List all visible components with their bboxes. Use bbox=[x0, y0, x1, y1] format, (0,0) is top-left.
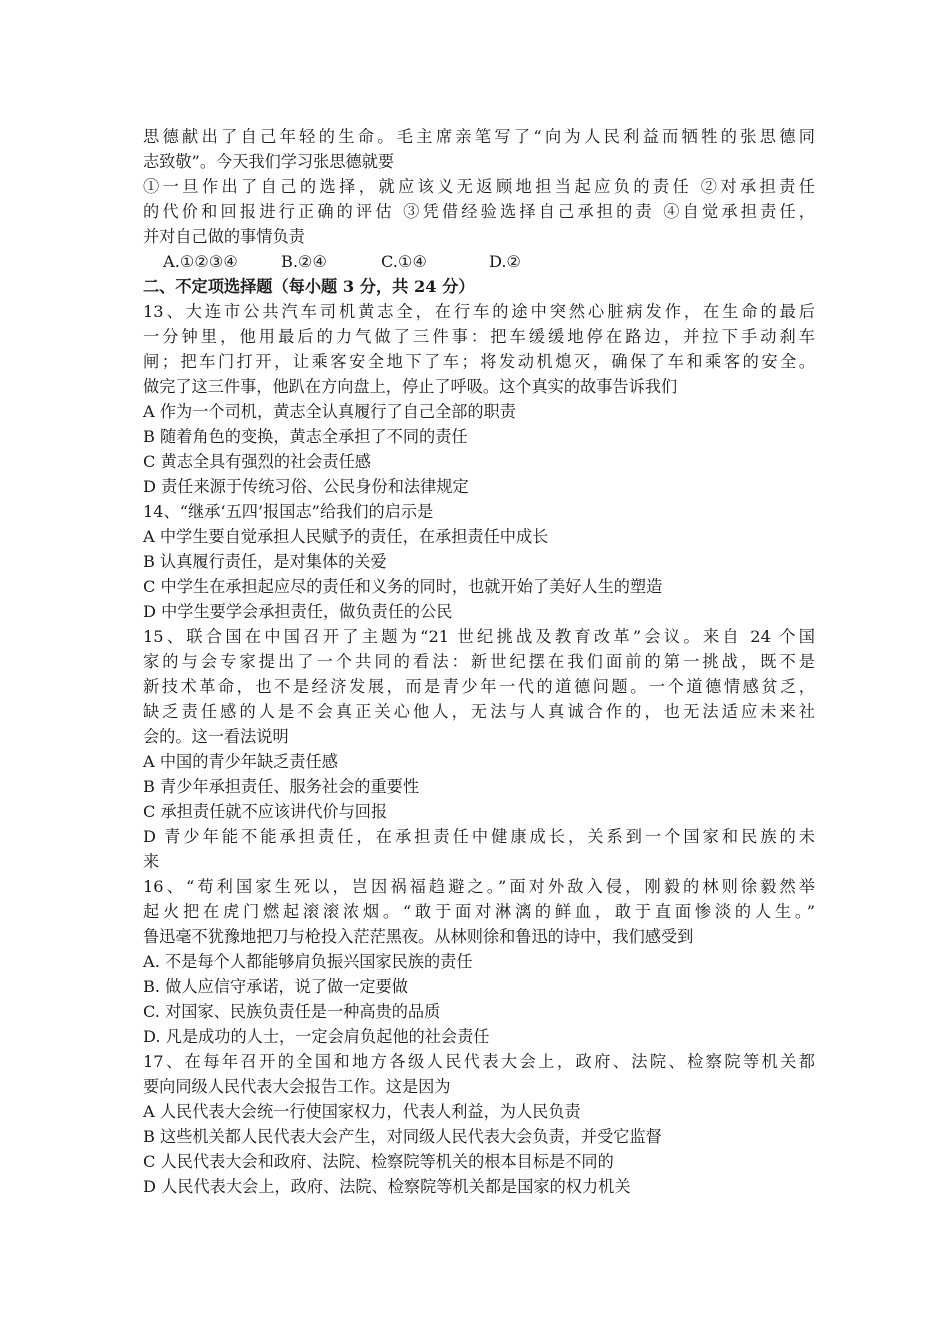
question-text-line: 缺乏责任感的人是不会真正关心他人，无法与人真诚合作的，也无法适应未来社 bbox=[143, 702, 815, 721]
question-text-line: 闸；把车门打开，让乘客安全地下了车；将发动机熄灭，确保了车和乘客的安全。 bbox=[143, 352, 815, 371]
question-13 bbox=[143, 299, 815, 499]
answer-option: A.①②③④ bbox=[163, 252, 238, 271]
answer-option: B 随着角色的变换，黄志全承担了不同的责任 bbox=[143, 427, 468, 446]
answer-option: A 中学生要自觉承担人民赋予的责任，在承担责任中成长 bbox=[143, 527, 549, 546]
question-text-line: 做完了这三件事，他趴在方向盘上，停止了呼吸。这个真实的故事告诉我们 bbox=[143, 377, 678, 396]
question-text-line: 会的。这一看法说明 bbox=[143, 727, 289, 746]
question-15 bbox=[143, 624, 815, 874]
answer-option: D 青少年能不能承担责任，在承担责任中健康成长，关系到一个国家和民族的未 bbox=[143, 827, 815, 846]
answer-option: D. 凡是成功的人士，一定会肩负起他的社会责任 bbox=[143, 1027, 490, 1046]
question-17 bbox=[143, 1049, 815, 1199]
answer-option: A 人民代表大会统一行使国家权力，代表人利益，为人民负责 bbox=[143, 1102, 581, 1121]
question-text-line: 并对自己做的事情负责 bbox=[143, 227, 305, 246]
question-text-line: ①一旦作出了自己的选择，就应该义无返顾地担当起应负的责任 ②对承担责任 bbox=[143, 177, 815, 196]
answer-option: C 人民代表大会和政府、法院、检察院等机关的根本目标是不同的 bbox=[143, 1152, 614, 1171]
question-text-line: 15、联合国在中国召开了主题为“21 世纪挑战及教育改革”会议。来自 24 个国 bbox=[143, 627, 815, 646]
answer-option: C 承担责任就不应该讲代价与回报 bbox=[143, 802, 388, 821]
question-text-line: 鲁迅毫不犹豫地把刀与枪投入茫茫黑夜。从林则徐和鲁迅的诗中，我们感受到 bbox=[143, 927, 694, 946]
section-heading: 二、不定项选择题（每小题 3 分，共 24 分） bbox=[143, 277, 475, 296]
question-text-line: 起火把在虎门燃起滚滚浓烟。“敢于面对淋漓的鲜血，敢于直面惨淡的人生。” bbox=[143, 902, 815, 921]
question-16 bbox=[143, 874, 815, 1049]
question-text-line: 新技术革命，也不是经济发展，而是青少年一代的道德问题。一个道德情感贫乏， bbox=[143, 677, 815, 696]
question-text-line: 13、大连市公共汽车司机黄志全，在行车的途中突然心脏病发作，在生命的最后 bbox=[143, 302, 815, 321]
answer-option: B 认真履行责任，是对集体的关爱 bbox=[143, 552, 387, 571]
answer-option: B 这些机关都人民代表大会产生，对同级人民代表大会负责，并受它监督 bbox=[143, 1127, 662, 1146]
question-text-line: 的代价和回报进行正确的评估 ③凭借经验选择自己承担的责 ④自觉承担责任， bbox=[143, 202, 815, 221]
question-text-line: 要向同级人民代表大会报告工作。这是因为 bbox=[143, 1077, 451, 1096]
answer-option: C.①④ bbox=[381, 252, 427, 271]
answer-option: A. 不是每个人都能够肩负振兴国家民族的责任 bbox=[143, 952, 473, 971]
question-text-line: 14、“继承‘五四’报国志”给我们的启示是 bbox=[143, 502, 434, 521]
answer-option: B 青少年承担责任、服务社会的重要性 bbox=[143, 777, 420, 796]
answer-option: B.②④ bbox=[281, 252, 328, 271]
question-text-line: 一分钟里，他用最后的力气做了三件事：把车缓缓地停在路边，并拉下手动刹车 bbox=[143, 327, 815, 346]
answer-option: C. 对国家、民族负责任是一种高贵的品质 bbox=[143, 1002, 441, 1021]
question-14 bbox=[143, 499, 815, 624]
answer-option: D.② bbox=[489, 252, 522, 271]
answer-options-row bbox=[143, 249, 815, 274]
document-body bbox=[143, 124, 815, 1199]
answer-option: A 作为一个司机，黄志全认真履行了自己全部的职责 bbox=[143, 402, 516, 421]
question-text-line: 16、“苟利国家生死以，岂因祸福趋避之。”面对外敌入侵，刚毅的林则徐毅然举 bbox=[143, 877, 815, 896]
answer-option: A 中国的青少年缺乏责任感 bbox=[143, 752, 338, 771]
answer-option: C 中学生在承担起应尽的责任和义务的同时，也就开始了美好人生的塑造 bbox=[143, 577, 663, 596]
answer-option: B. 做人应信守承诺，说了做一定要做 bbox=[143, 977, 408, 996]
answer-option: C 黄志全具有强烈的社会责任感 bbox=[143, 452, 371, 471]
question-text-line: 家的与会专家提出了一个共同的看法：新世纪摆在我们面前的第一挑战，既不是 bbox=[143, 652, 815, 671]
question-12-continuation bbox=[143, 124, 815, 274]
question-text-line: 志致敬”。今天我们学习张思德就要 bbox=[143, 152, 395, 171]
answer-option: D 责任来源于传统习俗、公民身份和法律规定 bbox=[143, 477, 469, 496]
answer-option: D 人民代表大会上，政府、法院、检察院等机关都是国家的权力机关 bbox=[143, 1177, 631, 1196]
question-text-line: 17、在每年召开的全国和地方各级人民代表大会上，政府、法院、检察院等机关都 bbox=[143, 1052, 815, 1071]
question-text-line: 思德献出了自己年轻的生命。毛主席亲笔写了“向为人民利益而牺牲的张思德同 bbox=[143, 127, 815, 146]
answer-option-continuation: 来 bbox=[143, 852, 160, 871]
answer-option: D 中学生要学会承担责任，做负责任的公民 bbox=[143, 602, 453, 621]
